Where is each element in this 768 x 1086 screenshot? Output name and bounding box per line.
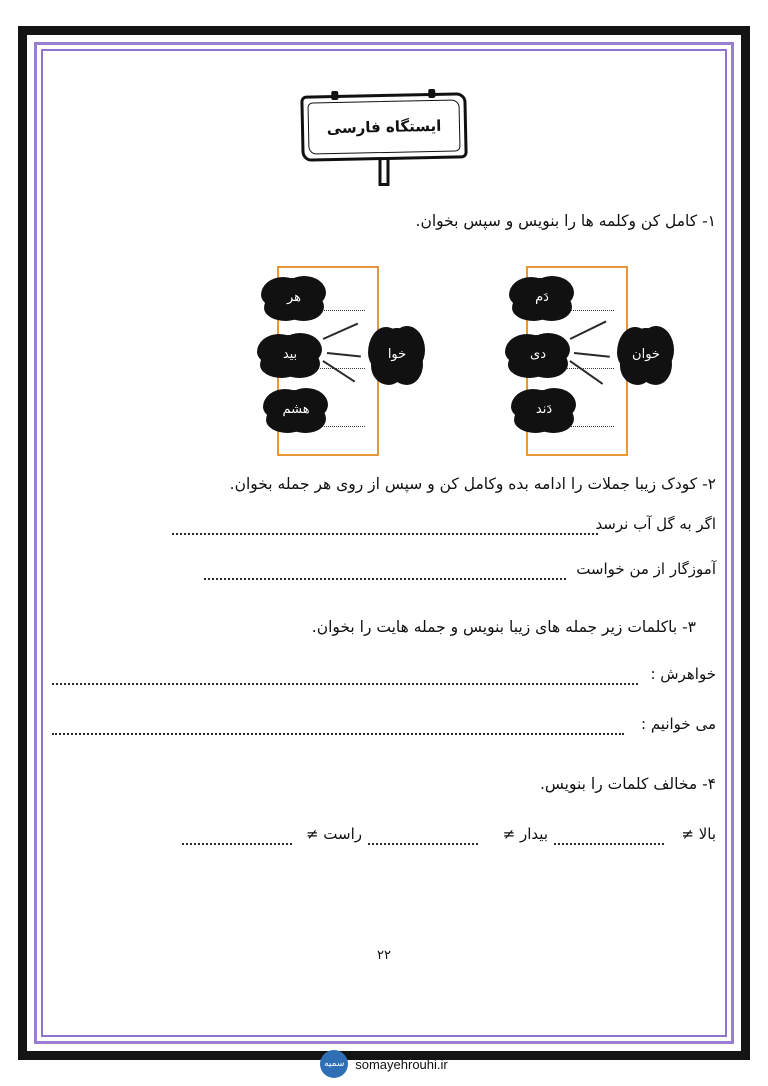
q2-answer-row-2 (52, 560, 716, 594)
q2-prompt-1: اگر به گل آب نرسد (595, 515, 716, 533)
q2-prompt-2: آموزگار از من خواست (576, 560, 716, 578)
q4-answer-row (52, 825, 716, 855)
site-url[interactable]: somayehrouhi.ir (355, 1056, 448, 1072)
question-3-text: ۳- باکلمات زیر جمله های زیبا بنویس و جمله هایت را بخوان. (311, 618, 696, 636)
q3-answer-row-1 (52, 665, 716, 699)
q4-answer-line-1[interactable] (554, 843, 664, 845)
q3-prompt-1: خواهرش : (650, 665, 716, 683)
word-bubble-1b: دی (512, 335, 564, 375)
site-logo-icon: سمیه (320, 1050, 348, 1078)
word-bubble-1a: دَم (516, 278, 568, 318)
question-1-text: ۱- کامل کن وکلمه ها را بنویس و سپس بخوان. (415, 212, 716, 230)
q3-answer-row-2 (52, 715, 716, 749)
q2-answer-row-1 (52, 515, 716, 549)
q3-answer-line-2[interactable] (52, 733, 624, 735)
q3-prompt-2: می خوانیم : (641, 715, 716, 733)
q4-answer-line-2[interactable] (368, 843, 478, 845)
header-sign (52, 84, 716, 194)
q4-prompt-1: بالا ≠ (681, 825, 716, 843)
page-number: ۲۲ (377, 948, 391, 963)
worksheet-content (52, 60, 716, 1026)
sign-nail-right-icon (428, 89, 435, 98)
q3-answer-line-1[interactable] (52, 683, 638, 685)
q2-answer-line-2[interactable] (204, 578, 566, 580)
word-bubble-1c: دَند (518, 390, 570, 430)
q4-answer-line-3[interactable] (182, 843, 292, 845)
question-2-text: ۲- کودک زیبا جملات را ادامه بده وکامل کن و سپس از روی هر جمله بخوان. (229, 475, 716, 493)
q4-prompt-3: راست ≠ (305, 825, 362, 843)
word-bubble-2c: هشم (270, 390, 322, 430)
word-bubble-center-2: خوا (375, 328, 419, 382)
word-bubble-center-1: خوان (624, 328, 668, 382)
word-bubble-2b: بید (264, 335, 316, 375)
question-4-text: ۴- مخالف کلمات را بنویس. (539, 775, 716, 793)
q4-prompt-2: بیدار ≠ (502, 825, 548, 843)
sign-title: ایستگاه فارسی (326, 116, 442, 138)
sign-nail-left-icon (331, 91, 338, 100)
word-bubble-2a: هر (268, 278, 320, 318)
sign-board (300, 92, 467, 161)
footer (0, 1050, 768, 1078)
q2-answer-line-1[interactable] (172, 533, 598, 535)
